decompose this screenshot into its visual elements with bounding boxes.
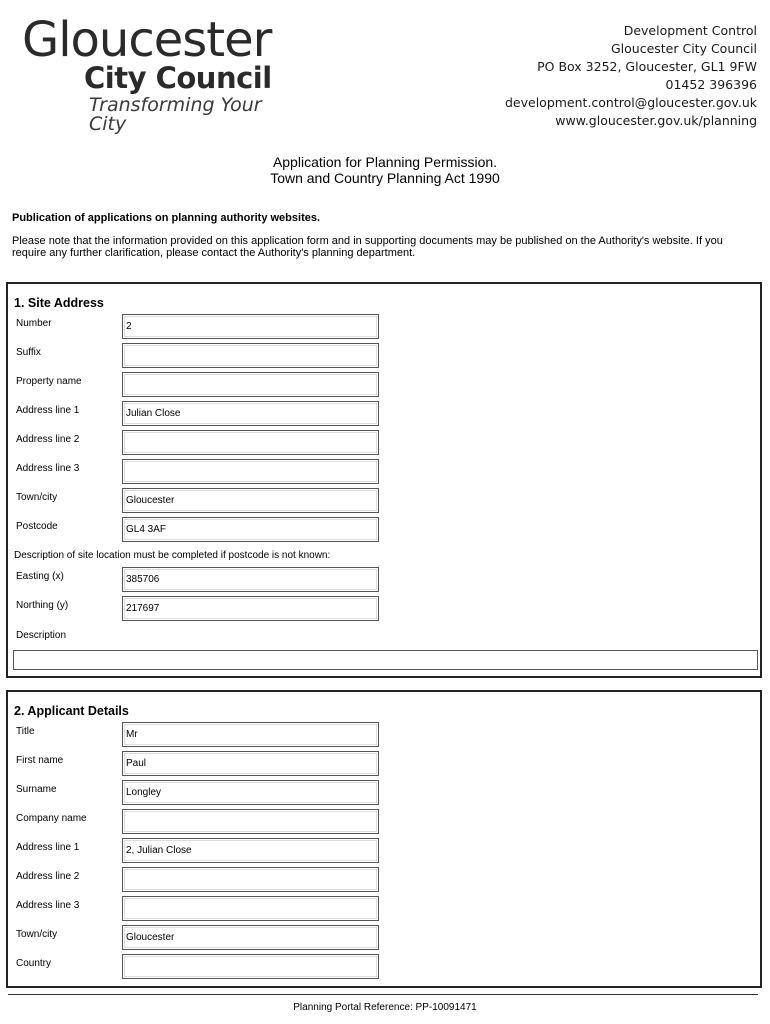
northing-label: Northing (y) bbox=[16, 600, 69, 611]
applicant-address-line-3-label: Address line 3 bbox=[16, 900, 80, 911]
title-label: Title bbox=[16, 726, 35, 737]
postcode-label: Postcode bbox=[16, 521, 58, 532]
section-title: 1. Site Address bbox=[14, 296, 104, 310]
address-line-2-field[interactable] bbox=[122, 430, 379, 455]
surname-label: Surname bbox=[16, 784, 57, 795]
publication-heading: Publication of applications on planning authority websites. bbox=[12, 212, 321, 224]
address-line-3-field[interactable] bbox=[122, 459, 379, 484]
first-name-label: First name bbox=[16, 755, 64, 766]
first-name-field[interactable]: Paul bbox=[122, 751, 379, 776]
easting-field[interactable]: 385706 bbox=[122, 567, 379, 592]
town-city-label: Town/city bbox=[16, 492, 58, 503]
contact-phone: 01452 396396 bbox=[665, 77, 757, 92]
title-field[interactable]: Mr bbox=[122, 722, 379, 747]
easting-label: Easting (x) bbox=[16, 571, 64, 582]
country-field[interactable] bbox=[122, 954, 379, 979]
address-line-3-label: Address line 3 bbox=[16, 463, 80, 474]
applicant-town-city-field[interactable]: Gloucester bbox=[122, 925, 379, 950]
form-title bbox=[0, 154, 770, 186]
logo-city-council-text: City Council bbox=[84, 61, 272, 95]
address-line-2-label: Address line 2 bbox=[16, 434, 80, 445]
company-name-field[interactable] bbox=[122, 809, 379, 834]
applicant-town-city-label: Town/city bbox=[16, 929, 58, 940]
applicant-address-line-1-field[interactable]: 2, Julian Close bbox=[122, 838, 379, 863]
company-name-label: Company name bbox=[16, 813, 87, 824]
description-label: Description bbox=[16, 630, 67, 641]
portal-reference: Planning Portal Reference: PP-10091471 bbox=[293, 1002, 477, 1013]
description-field[interactable] bbox=[13, 650, 758, 670]
number-label: Number bbox=[16, 318, 52, 329]
form-title-line1: Application for Planning Permission. bbox=[272, 154, 498, 170]
number-field[interactable]: 2 bbox=[122, 314, 379, 339]
section-title: 2. Applicant Details bbox=[14, 704, 129, 718]
contact-dept: Development Control bbox=[623, 23, 757, 38]
council-logo bbox=[22, 12, 292, 135]
footer-divider bbox=[8, 994, 758, 995]
address-line-1-label: Address line 1 bbox=[16, 405, 80, 416]
applicant-address-line-3-field[interactable] bbox=[122, 896, 379, 921]
postcode-field[interactable]: GL4 3AF bbox=[122, 517, 379, 542]
town-city-field[interactable]: Gloucester bbox=[122, 488, 379, 513]
form-title-line2: Town and Country Planning Act 1990 bbox=[270, 170, 500, 186]
property-name-label: Property name bbox=[16, 376, 82, 387]
publication-text: Please note that the information provided on this application form and in supporting documents may be published on the Authority's website. If you require any further clarification, please contact the Authority's planning department. bbox=[12, 235, 723, 259]
contact-block bbox=[505, 22, 757, 130]
site-address-section bbox=[6, 282, 762, 678]
site-location-note: Description of site location must be completed if postcode is not known: bbox=[14, 550, 331, 561]
contact-web[interactable]: www.gloucester.gov.uk/planning bbox=[555, 113, 757, 128]
address-line-1-field[interactable]: Julian Close bbox=[122, 401, 379, 426]
applicant-address-line-2-label: Address line 2 bbox=[16, 871, 80, 882]
country-label: Country bbox=[16, 958, 52, 969]
suffix-field[interactable] bbox=[122, 343, 379, 368]
contact-email[interactable]: development.control@gloucester.gov.uk bbox=[504, 95, 757, 110]
suffix-label: Suffix bbox=[16, 347, 41, 358]
applicant-address-line-2-field[interactable] bbox=[122, 867, 379, 892]
surname-field[interactable]: Longley bbox=[122, 780, 379, 805]
applicant-details-section bbox=[6, 690, 762, 988]
logo-gloucester-text: Gloucester bbox=[22, 12, 272, 68]
contact-council: Gloucester City Council bbox=[610, 41, 757, 56]
logo-tagline: Transforming Your City bbox=[89, 94, 262, 135]
applicant-address-line-1-label: Address line 1 bbox=[16, 842, 80, 853]
contact-address: PO Box 3252, Gloucester, GL1 9FW bbox=[537, 59, 757, 74]
property-name-field[interactable] bbox=[122, 372, 379, 397]
northing-field[interactable]: 217697 bbox=[122, 596, 379, 621]
